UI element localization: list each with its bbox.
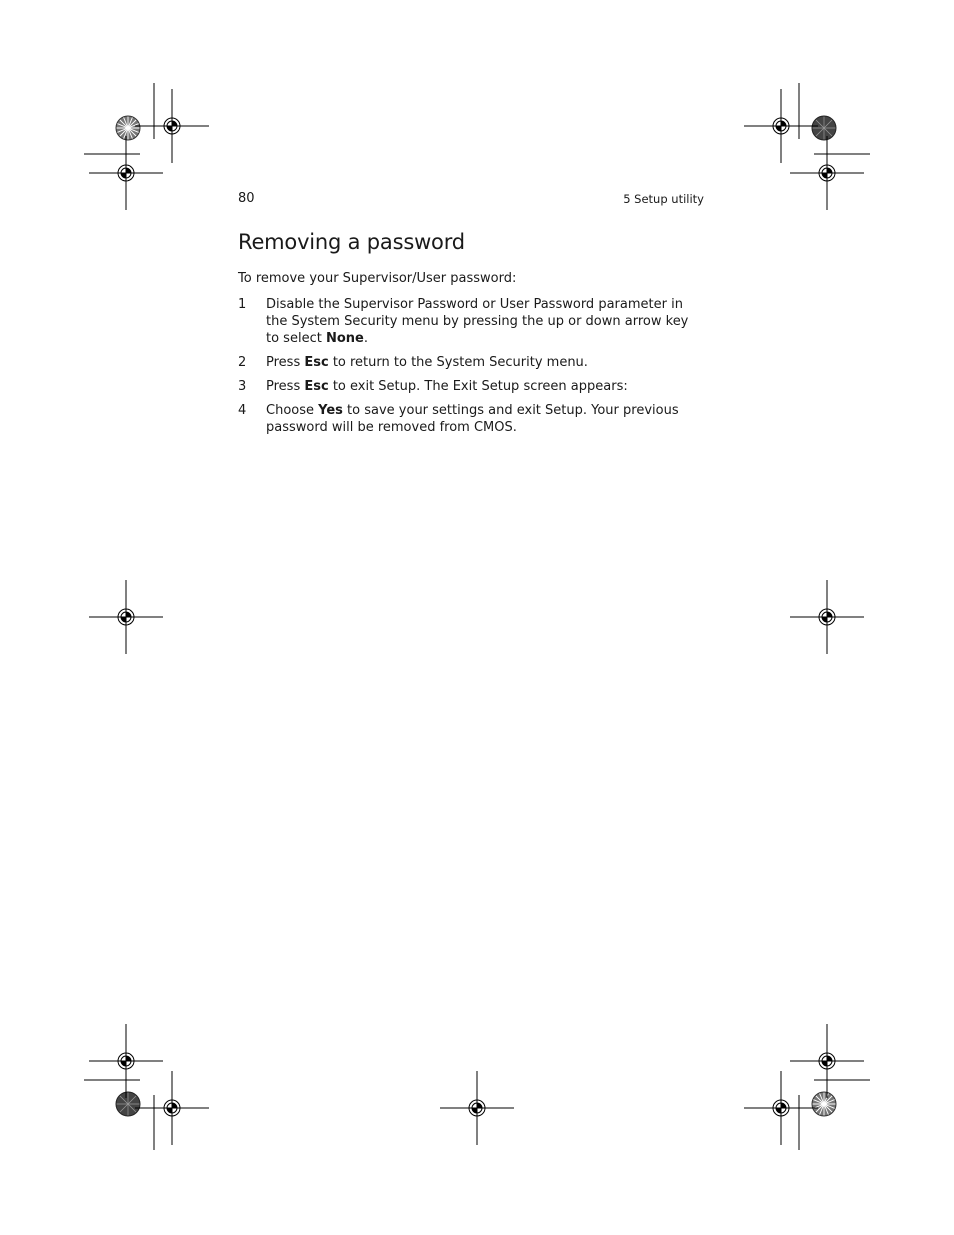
- key-name: Esc: [304, 379, 329, 394]
- step-text-line: Press Esc to return to the System Security menu.: [266, 355, 588, 370]
- list-item: [238, 378, 708, 395]
- step-number: 4: [238, 403, 247, 418]
- running-header: 5 Setup utility: [623, 192, 704, 206]
- step-number: 1: [238, 297, 247, 312]
- step-text: the System Security menu by pressing the up or down arrow key: [266, 314, 689, 329]
- list-item: [238, 354, 708, 371]
- step-text: Disable the Supervisor Password or User Password parameter in: [266, 297, 683, 312]
- list-item: [238, 402, 708, 436]
- steps-list: [238, 296, 708, 443]
- key-name: Esc: [304, 355, 329, 370]
- step-text-line: to select None.: [266, 331, 368, 346]
- step-number: 2: [238, 355, 247, 370]
- page-number: 80: [238, 191, 255, 206]
- section-title: Removing a password: [238, 230, 465, 254]
- step-text: password will be removed from CMOS.: [266, 420, 517, 435]
- step-text-line: Choose Yes to save your settings and exit Setup. Your previous: [266, 403, 679, 418]
- step-text-line: Press Esc to exit Setup. The Exit Setup screen appears:: [266, 379, 628, 394]
- key-name: None: [325, 331, 364, 346]
- step-number: 3: [238, 379, 247, 394]
- intro-text: To remove your Supervisor/User password:: [238, 271, 517, 286]
- key-name: Yes: [318, 403, 343, 418]
- list-item: [238, 296, 708, 347]
